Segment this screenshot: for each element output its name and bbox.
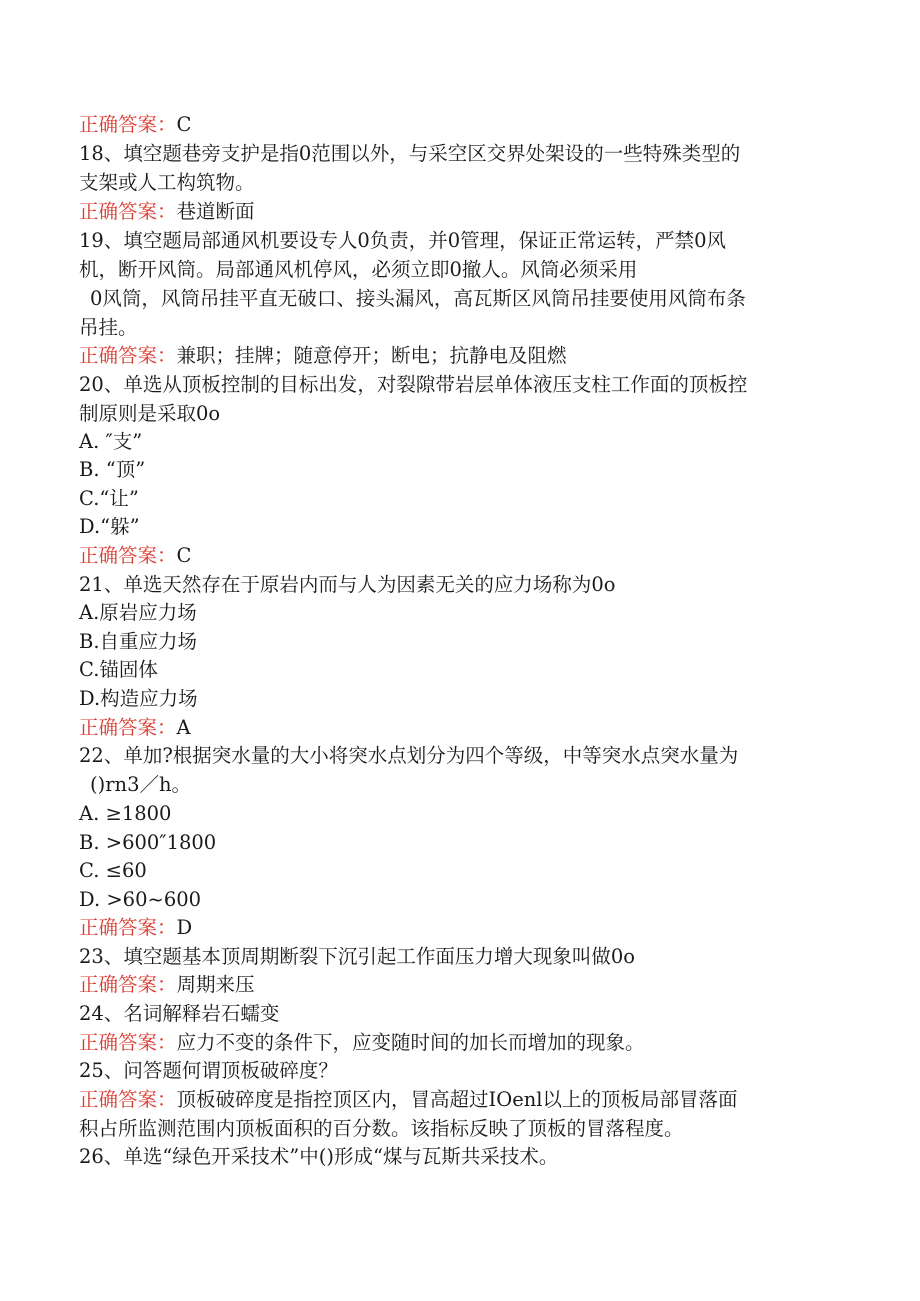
question-line: ()rn3／h。 (90, 773, 192, 796)
answer-line (79, 197, 255, 226)
question-line: 制原则是采取0o (79, 402, 221, 425)
answer-value: 顶板破碎度是指控顶区内，冒高超过IOenl以上的顶板局部冒落面 (176, 1088, 738, 1111)
answer-label: 正确答案： (79, 1031, 177, 1054)
answer-line (79, 541, 191, 570)
option-b: B.自重应力场 (79, 630, 198, 653)
question-line: 23、填空题基本顶周期断裂下沉引起工作面压力增大现象叫做0o (79, 945, 635, 968)
question-line: 22、单加?根据突水量的大小将突水点划分为四个等级，中等突水点突水量为 (79, 744, 739, 767)
option-c: C.“让” (79, 487, 139, 510)
question-line: 0风筒，风筒吊挂平直无破口、接头漏风，高瓦斯区风筒吊挂要使用风筒布条 (90, 287, 746, 310)
answer-label: 正确答案： (79, 973, 177, 996)
question-line: 26、单选“绿色开采技术”中()形成“煤与瓦斯共采技术。 (79, 1145, 559, 1168)
answer-label: 正确答案： (79, 544, 177, 567)
option-c: C.锚固体 (79, 658, 158, 681)
answer-line (79, 913, 192, 942)
answer-value: A (176, 716, 191, 739)
answer-label: 正确答案： (79, 113, 177, 136)
option-d: D.构造应力场 (79, 687, 198, 710)
answer-value: C (176, 113, 192, 136)
answer-value: C (176, 544, 192, 567)
question-line: 机，断开风筒。局部通风机停风，必须立即0撤人。风筒必须采用 (79, 258, 638, 281)
option-a: A. ≥1800 (79, 802, 172, 825)
answer-value: 应力不变的条件下，应变随时间的加长而增加的现象。 (176, 1031, 645, 1054)
answer-value: 兼职；挂牌；随意停开；断电；抗静电及阻燃 (176, 344, 567, 367)
option-d: D.“躲” (79, 515, 140, 538)
answer-line (79, 1028, 645, 1057)
answer-label: 正确答案： (79, 716, 177, 739)
question-line: 20、单选从顶板控制的目标出发，对裂隙带岩层单体液压支柱工作面的顶板控 (79, 373, 748, 396)
answer-line (79, 341, 567, 370)
question-line: 25、问答题何谓顶板破碎度？ (79, 1059, 338, 1082)
answer-value: 周期来压 (176, 973, 255, 996)
question-line: 19、填空题局部通风机要设专人0负责，并0管理，保证正常运转，严禁0风 (79, 229, 727, 252)
answer-continuation: 积占所监测范围内顶板面积的百分数。该指标反映了顶板的冒落程度。 (79, 1117, 684, 1140)
answer-line (79, 110, 191, 139)
answer-value: 巷道断面 (176, 200, 255, 223)
question-line: 21、单选天然存在于原岩内而与人为因素无关的应力场称为0o (79, 573, 616, 596)
option-a: A. ″支” (79, 430, 143, 453)
option-d: D. >60~600 (79, 888, 202, 911)
answer-line (79, 1085, 738, 1114)
option-b: B. “顶” (79, 458, 146, 481)
option-a: A.原岩应力场 (79, 601, 197, 624)
answer-label: 正确答案： (79, 200, 177, 223)
question-line: 24、名词解释岩石蠕变 (79, 1002, 280, 1025)
question-line: 支架或人工构筑物。 (79, 171, 255, 194)
answer-label: 正确答案： (79, 344, 177, 367)
answer-value: D (176, 916, 193, 939)
option-c: C. ≤60 (79, 859, 147, 882)
answer-line (79, 713, 191, 742)
question-line: 吊挂。 (79, 316, 138, 339)
answer-label: 正确答案： (79, 1088, 177, 1111)
option-b: B. >600″1800 (79, 831, 217, 854)
answer-line (79, 970, 255, 999)
answer-label: 正确答案： (79, 916, 177, 939)
question-line: 18、填空题巷旁支护是指0范围以外，与采空区交界处架设的一些特殊类型的 (79, 142, 741, 165)
